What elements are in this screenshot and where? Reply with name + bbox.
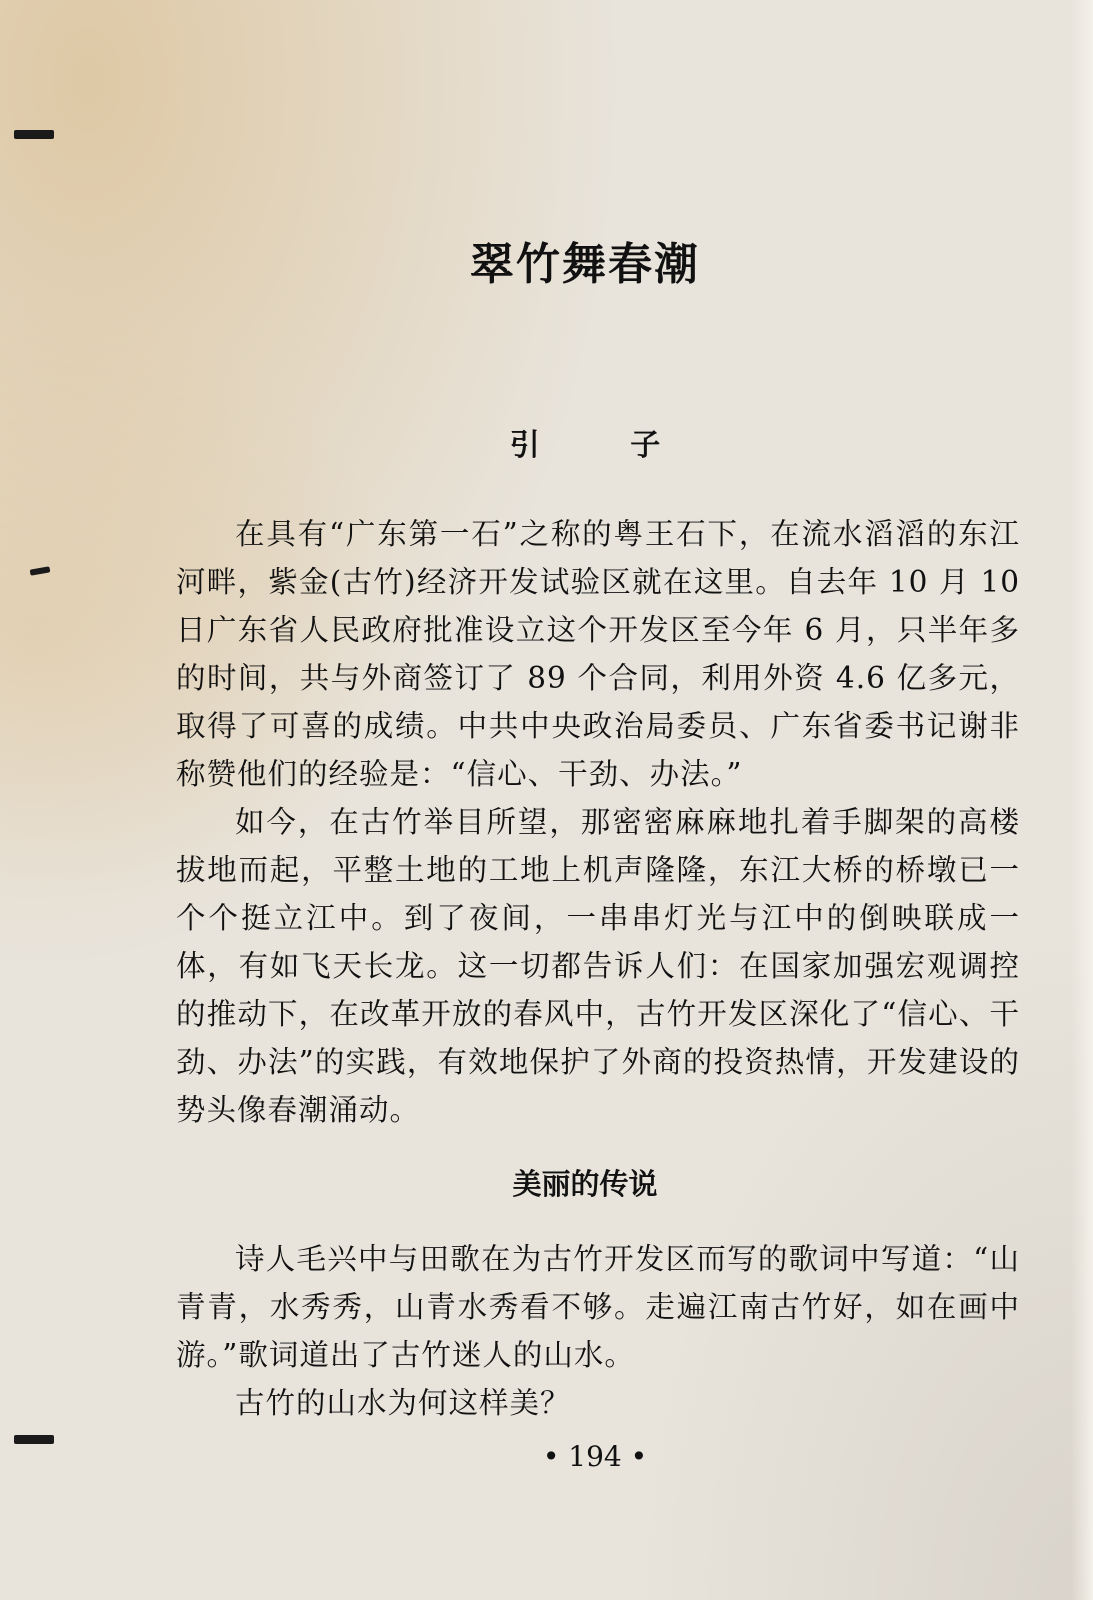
paragraph: 诗人毛兴中与田歌在为古竹开发区而写的歌词中写道：“山青青，水秀秀，山青水秀看不够。走遍江南古竹好，如在画中游。”歌词道出了古竹迷人的山水。 [176,1242,1020,1372]
section-heading-legend: 美丽的传说 [512,1167,658,1201]
section-heading-intro: 引 子 [509,428,701,463]
paragraph: 如今，在古竹举目所望，那密密麻麻地扎着手脚架的高楼拔地而起，平整土地的工地上机声隆隆，东江大桥的桥墩已一个个挺立江中。到了夜间，一串串灯光与江中的倒映联成一体，有如飞天长龙。这一切都告诉人们：在国家加强宏观调控的推动下，在改革开放的春风中，古竹开发区深化了“信心、干劲、办法”的实践，有效地保护了外商的投资热情，开发建设的势头像春潮涌动。 [176,805,1020,1127]
page-number: • 194 • [542,1440,648,1473]
article-title: 翠竹舞春潮 [470,239,700,290]
paragraph: 在具有“广东第一石”之称的粤王石下，在流水滔滔的东江河畔，紫金(古竹)经济开发试验区就在这里。自去年 10 月 10 日广东省人民政府批准设立这个开发区至今年 6 月，只半年多的时间，共与外商签订了 89 个合同，利用外资 4.6 亿多元，取得了可喜的成绩。中共中央政治局委员、广东省委书记谢非称赞他们的经验是：“信心、干劲、办法。” [176,517,1020,791]
section-body-legend [176,1235,1020,1427]
section-body-intro [176,510,1020,1134]
binding-mark [14,130,54,139]
paragraph: 古竹的山水为何这样美？ [235,1386,571,1420]
binding-mark [30,566,51,575]
